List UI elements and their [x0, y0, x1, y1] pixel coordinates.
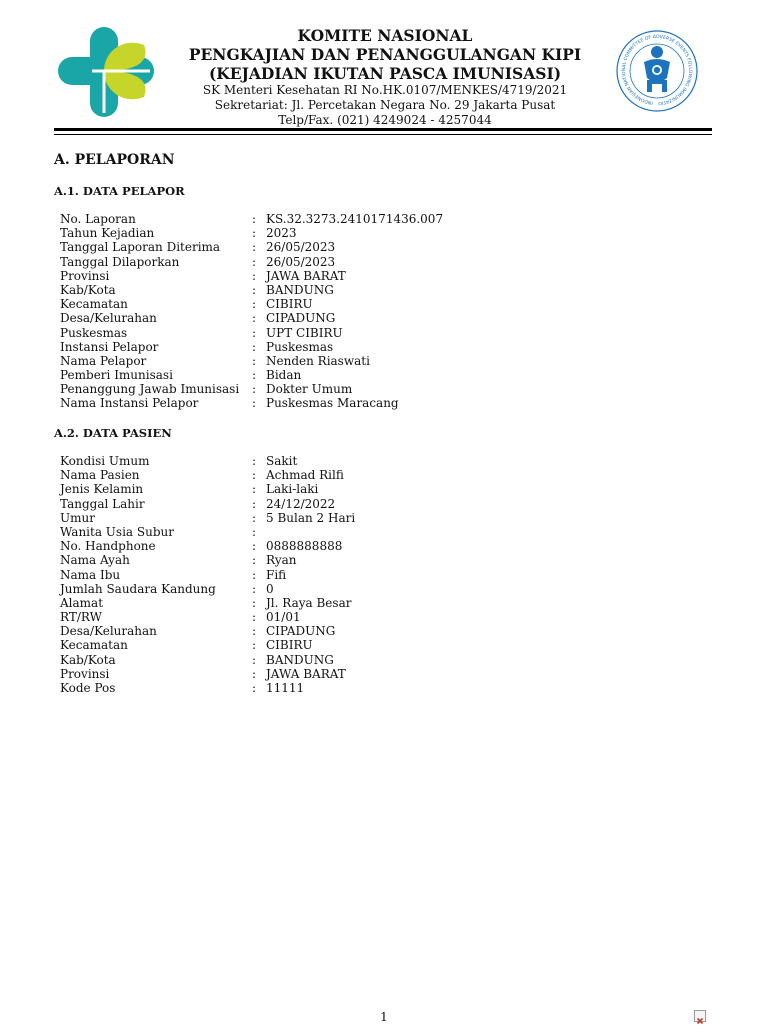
field-label: Puskesmas	[60, 325, 128, 340]
field-value: Fifi	[266, 567, 287, 582]
list-item	[60, 511, 680, 525]
field-value: UPT CIBIRU	[266, 325, 343, 340]
field-colon: :	[252, 524, 257, 539]
telp-fax: Telp/Fax. (021) 4249024 - 4257044	[278, 113, 492, 127]
field-label: Penanggung Jawab Imunisasi	[60, 382, 240, 397]
field-value: 2023	[266, 226, 297, 241]
secretariat-address: Sekretariat: Jl. Percetakan Negara No. 29 Jakarta Pusat	[214, 98, 556, 112]
field-colon: :	[252, 240, 257, 255]
list-item	[60, 582, 680, 596]
field-value: Ryan	[266, 553, 297, 568]
field-value: KS.32.3273.2410171436.007	[266, 212, 444, 226]
field-colon: :	[252, 282, 257, 297]
list-item	[60, 396, 680, 410]
field-value: 26/05/2023	[266, 240, 336, 255]
field-label: Pemberi Imunisasi	[60, 368, 173, 383]
list-item	[60, 568, 680, 582]
list-item	[60, 497, 680, 511]
field-label: Jumlah Saudara Kandung	[60, 581, 216, 596]
list-item	[60, 653, 680, 667]
field-colon: :	[252, 339, 257, 354]
list-item	[60, 553, 680, 567]
field-colon: :	[252, 454, 257, 468]
field-value: Sakit	[266, 454, 298, 468]
list-item	[60, 255, 680, 269]
field-value: CIPADUNG	[266, 624, 336, 639]
field-label: Provinsi	[60, 666, 110, 681]
field-value: CIBIRU	[266, 638, 313, 653]
list-item	[60, 340, 680, 354]
field-value: BANDUNG	[266, 282, 334, 297]
field-value: Dokter Umum	[266, 382, 353, 397]
list-item	[60, 525, 680, 539]
field-label: Desa/Kelurahan	[60, 624, 157, 639]
field-label: Jenis Kelamin	[60, 482, 144, 497]
field-value: 01/01	[266, 610, 301, 625]
field-value: Bidan	[266, 368, 302, 383]
field-value: 0	[266, 581, 274, 596]
field-label: RT/RW	[60, 610, 102, 625]
field-label: Nama Ayah	[60, 553, 130, 568]
field-value: 0888888888	[266, 539, 343, 554]
committee-subtitle: PENGKAJIAN DAN PENANGGULANGAN KIPI	[188, 45, 582, 64]
header-divider-thin	[54, 134, 712, 135]
field-colon: :	[252, 311, 257, 326]
list-item	[60, 226, 680, 240]
field-label: No. Handphone	[60, 539, 156, 554]
list-item	[60, 468, 680, 482]
field-label: Kode Pos	[60, 681, 116, 695]
field-label: Nama Pasien	[60, 468, 140, 483]
field-colon: :	[252, 510, 257, 525]
field-value: 11111	[266, 681, 305, 695]
field-value: JAWA BARAT	[266, 666, 346, 681]
list-item	[60, 454, 680, 468]
field-colon: :	[252, 325, 257, 340]
field-colon: :	[252, 595, 257, 610]
field-colon: :	[252, 212, 257, 226]
field-label: Tanggal Lahir	[60, 496, 145, 511]
kemenkes-logo-icon	[58, 27, 154, 117]
list-item	[60, 297, 680, 311]
field-colon: :	[252, 624, 257, 639]
field-label: Kab/Kota	[60, 282, 116, 297]
list-item	[60, 624, 680, 638]
field-label: Umur	[60, 510, 95, 525]
field-value: CIPADUNG	[266, 311, 336, 326]
field-label: Alamat	[60, 595, 104, 610]
field-value: 26/05/2023	[266, 254, 336, 269]
list-item	[60, 354, 680, 368]
logo-ring-text: INDONESIAN NATIONAL COMMITTEE OF ADVERSE EVENTS FOLLOWING IMMUNIZATIO	[622, 34, 693, 106]
field-value: Puskesmas	[266, 339, 334, 354]
list-item	[60, 610, 680, 624]
header-text-block	[180, 26, 590, 128]
sk-reference: SK Menteri Kesehatan RI No.HK.0107/MENKES/4719/2021	[202, 83, 568, 97]
field-colon: :	[252, 353, 257, 368]
data-pelapor-list	[60, 212, 680, 411]
field-colon: :	[252, 539, 257, 554]
list-item	[60, 283, 680, 297]
section-a-title: A. PELAPORAN	[54, 152, 175, 168]
field-value: Achmad Rilfi	[266, 468, 344, 483]
close-x-icon	[695, 1016, 705, 1026]
committee-title: KOMITE NASIONAL	[297, 26, 473, 45]
section-a1-title: A.1. DATA PELAPOR	[54, 184, 185, 198]
field-value: Puskesmas Maracang	[266, 396, 399, 411]
field-colon: :	[252, 553, 257, 568]
field-colon: :	[252, 254, 257, 269]
data-pasien-list	[60, 454, 680, 695]
komnas-kipi-logo-icon	[614, 30, 700, 112]
header-divider-thick	[54, 128, 712, 131]
list-item	[60, 482, 680, 496]
field-label: Instansi Pelapor	[60, 339, 159, 354]
field-colon: :	[252, 581, 257, 596]
field-value: 5 Bulan 2 Hari	[266, 510, 356, 525]
field-colon: :	[252, 638, 257, 653]
field-colon: :	[252, 268, 257, 283]
list-item	[60, 596, 680, 610]
field-label: Nama Instansi Pelapor	[60, 396, 199, 411]
list-item	[60, 382, 680, 396]
field-colon: :	[252, 468, 257, 483]
field-label: Desa/Kelurahan	[60, 311, 157, 326]
section-a2-title: A.2. DATA PASIEN	[54, 426, 172, 440]
field-label: Tanggal Dilaporkan	[60, 254, 180, 269]
field-value: JAWA BARAT	[266, 268, 346, 283]
field-label: Kondisi Umum	[60, 454, 150, 468]
field-colon: :	[252, 666, 257, 681]
field-value: Laki-laki	[266, 482, 319, 497]
list-item	[60, 667, 680, 681]
committee-subtitle-kipi: (KEJADIAN IKUTAN PASCA IMUNISASI)	[208, 64, 562, 83]
list-item	[60, 326, 680, 340]
document-header	[0, 0, 768, 135]
field-colon: :	[252, 496, 257, 511]
field-label: Provinsi	[60, 268, 110, 283]
field-colon: :	[252, 382, 257, 397]
list-item	[60, 638, 680, 652]
field-colon: :	[252, 297, 257, 312]
field-value: Nenden Riaswati	[266, 353, 370, 368]
field-label: No. Laporan	[60, 212, 136, 226]
field-colon: :	[252, 610, 257, 625]
field-label: Tanggal Laporan Diterima	[60, 240, 221, 255]
field-colon: :	[252, 482, 257, 497]
list-item	[60, 311, 680, 325]
field-colon: :	[252, 652, 257, 667]
field-colon: :	[252, 396, 257, 411]
field-colon: :	[252, 368, 257, 383]
field-value: 24/12/2022	[266, 496, 336, 511]
list-item	[60, 240, 680, 254]
field-label: Nama Ibu	[60, 567, 121, 582]
close-icon[interactable]	[694, 1010, 706, 1022]
list-item	[60, 368, 680, 382]
field-label: Kecamatan	[60, 297, 128, 312]
list-item	[60, 212, 680, 226]
field-label: Wanita Usia Subur	[60, 524, 174, 539]
field-colon: :	[252, 681, 257, 695]
field-value: CIBIRU	[266, 297, 313, 312]
list-item	[60, 539, 680, 553]
field-label: Kab/Kota	[60, 652, 116, 667]
list-item	[60, 681, 680, 695]
field-label: Tahun Kejadian	[60, 226, 155, 241]
list-item	[60, 269, 680, 283]
field-value: Jl. Raya Besar	[266, 595, 352, 610]
field-value: BANDUNG	[266, 652, 334, 667]
field-colon: :	[252, 226, 257, 241]
field-label: Kecamatan	[60, 638, 128, 653]
field-colon: :	[252, 567, 257, 582]
page-number: 1	[380, 1010, 388, 1024]
field-label: Nama Pelapor	[60, 353, 147, 368]
